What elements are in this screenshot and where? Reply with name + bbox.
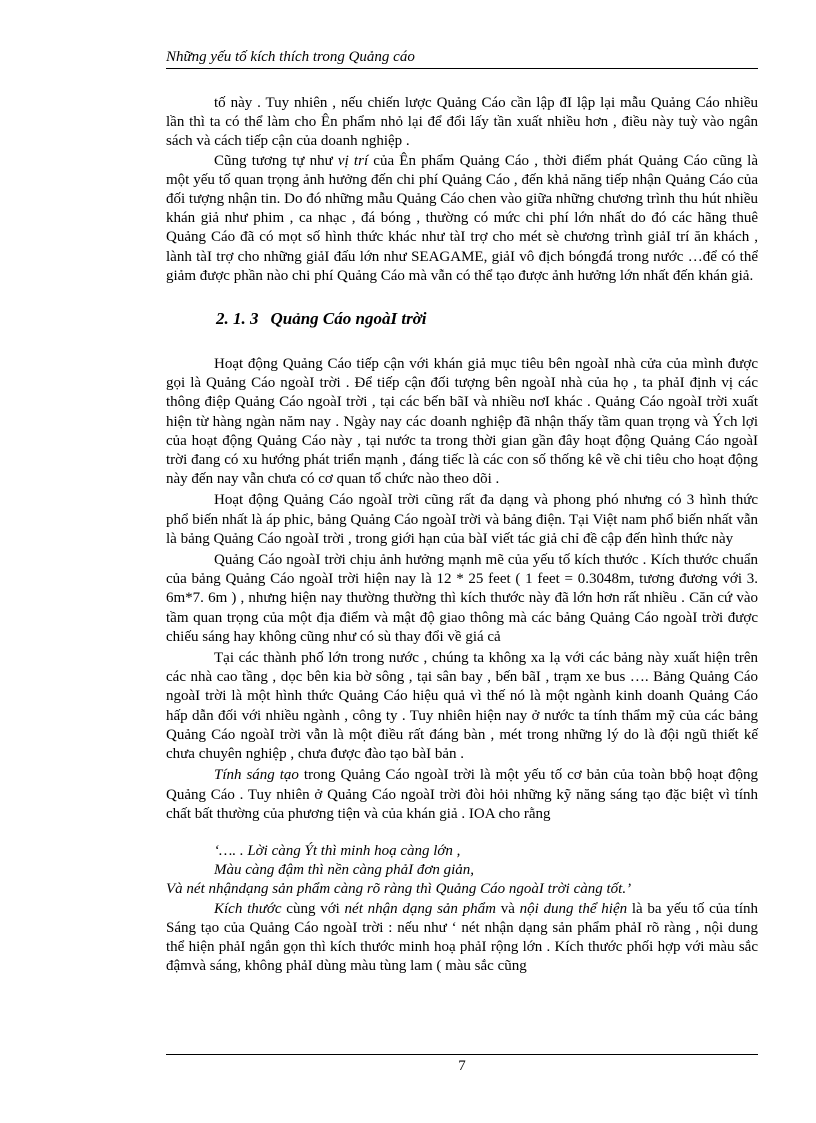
paragraph-2 bbox=[166, 152, 758, 286]
paragraph-6: Tại các thành phố lớn trong nước , chúng ta không xa lạ với các bảng này xuất hiện trên các nhà cao tầng , dọc bên kia bờ sông , tại sân bay , bến bãI , trạm xe bus …. Bảng Quảng Cáo ngoàI trời là một hình thức Quảng Cáo hiệu quả vì thế nó là một ngành kinh doanh Quảng Cáo hấp dẫn đối với nhiều ngành , công ty . Tuy nhiên hiện nay ở nước ta tính thẩm mỹ của các bảng Quảng Cáo ngoàI trời vẫn là một điều rất đáng bàn , mét trong những lý do là đội ngũ thiết kế chưa chuyên nghiệp , chưa được đào tạo bàI bản . bbox=[166, 650, 758, 763]
quote-line-3: Và nét nhậndạng sản phẩm càng rõ ràng thì Quảng Cáo ngoàI trời càng tốt.’ bbox=[166, 881, 632, 898]
paragraph-8-text-a: cùng với bbox=[281, 900, 345, 917]
quote-line-2: Màu càng đậm thì nền càng phảI đơn giản, bbox=[214, 862, 475, 879]
section-title: Quảng Cáo ngoàI trời bbox=[270, 309, 427, 329]
running-header: Những yếu tố kích thích trong Quảng cáo bbox=[166, 49, 415, 65]
paragraph-3: Hoạt động Quảng Cáo tiếp cận với khán giả mục tiêu bên ngoàI nhà cửa của mình được gọi là Quảng Cáo ngoàI trời . Để tiếp cận đối tượng bên ngoàI nhà của họ , ta phảI định vị các thông điệp Quảng Cáo ngoàI trời , tại các bến bãI và nhiều nơI khác . Quảng Cáo ngoàI trời xuất hiện từ hàng ngàn năm nay . Ngày nay các doanh nghiệp đã nhận thấy tầm quan trọng và Ých lợi của hoạt động Quảng Cáo này , tại nước ta trong thời gian gần đây hoạt động Quảng Cáo ngoàI trời đang có xu hướng phát triển mạnh , đáng tiếc là các con số thống kê về chi tiêu cho hoạt động này đến nay vẫn chưa có cơ quan tổ chức nào theo dõi . bbox=[166, 356, 758, 488]
block-quote bbox=[166, 842, 758, 900]
paragraph-5: Quảng Cáo ngoàI trời chịu ảnh hưởng mạnh mẽ của yếu tố kích thước . Kích thước chuẩn của bảng Quảng Cáo ngoàI trời hiện nay là 12 * 25 feet ( 1 feet = 0.3048m, tương đương với 3. 6m*7. 6m ) , nhưng hiện nay thường thường thì kích thước này đã lớn hơn rất nhiều . Căn cứ vào tầm quan trọng của một địa điểm và mật độ giao thông mà các bảng Quảng Cáo ngoàI trời được chiếu sáng hay không cũng như có sù thay đổi về giá cả bbox=[166, 552, 758, 645]
paragraph-8 bbox=[166, 900, 758, 977]
section-number: 2. 1. 3 bbox=[216, 309, 259, 329]
header-rule bbox=[166, 68, 758, 69]
paragraph-2-text-b: của Ên phẩm Quảng Cáo , thời điểm phát Quảng Cáo cũng là một yếu tố quan trọng ảnh hưởng đến chi phí Quảng Cáo , đến khả năng tiếp nhận Quảng Cáo của đối tượng nhận tin. Do đó những mẫu Quảng Cáo chen vào giữa những chương trình thu hút nhiều khán giả như phim , ca nhạc , đá bóng , thường có mức chi phí lớn nhất do đó các hãng thuê Quảng Cáo đã có mọt số hình thức khác như tàI trợ cho mét sè chương trình giảI trí ăn khách , lành tàI trợ cho những giảI đấu lớn như SEAGAME, giảI vô địch bóngđá trong nước …để có thể giảm được phần nào chi phí Quảng Cáo mà vẫn có thể tạo được ảnh hưởng lớn nhất đến khán giả. bbox=[166, 152, 758, 284]
page-number: 7 bbox=[458, 1058, 466, 1074]
paragraph-2-emphasis: vị trí bbox=[337, 152, 369, 169]
paragraph-4: Hoạt động Quảng Cáo ngoàI trời cũng rất đa dạng và phong phó nhưng có 3 hình thức phổ biến nhất là áp phic, bảng Quảng Cáo ngoàI trời và bảng điện. Tại Việt nam phổ biến nhất vẫn là bảng Quảng Cáo ngoàI trời , trong giới hạn của bàI viết tác giả chỉ đề cập đến hình thức này bbox=[166, 492, 758, 547]
body-text bbox=[166, 94, 758, 976]
paragraph-8-text-c: là ba yếu tố của tính Sáng tạo của Quảng Cáo ngoàI trời : nếu như ‘ nét nhận dạng sản phẩm phảI rõ ràng , nội dung thể hiện phảI ngắn gọn thì kích thước minh hoạ phảI rộng lớn . Kích thước phối hợp với màu sắc đậmvà sáng, không phảI dùng màu tùng lam ( màu sắc cũng bbox=[166, 900, 758, 975]
section-heading bbox=[166, 308, 758, 330]
paragraph-2-text-a: Cũng tương tự như bbox=[214, 152, 338, 169]
footer-rule bbox=[166, 1054, 758, 1055]
paragraph-8-text-b: và bbox=[495, 900, 520, 917]
paragraph-8-emphasis-1: Kích thước bbox=[214, 900, 282, 917]
paragraph-7-emphasis: Tính sáng tạo bbox=[214, 767, 299, 784]
paragraph-8-emphasis-3: nội dung thể hiện bbox=[519, 900, 628, 917]
quote-line-1: ‘…. . Lời càng Ýt thì minh hoạ càng lớn , bbox=[214, 842, 461, 859]
paragraph-7 bbox=[166, 766, 758, 824]
paragraph-1: tố này . Tuy nhiên , nếu chiến lược Quảng Cáo cần lập đI lập lại mẫu Quảng Cáo nhiều lần thì ta có thể làm cho Ên phẩm nhỏ lại để đổi lấy tần xuất nhiều hơn , điều này tuỳ vào ngân sách và cách tiếp cận của doanh nghiệp . bbox=[166, 95, 758, 150]
paragraph-7-text: trong Quảng Cáo ngoàI trời là một yếu tố cơ bản của toàn bbộ hoạt động Quảng Cáo . Tuy nhiên ở Quảng Cáo ngoàI trời đòi hỏi những kỹ năng sáng tạo đặc biệt vì tính chất bất thường của phương tiện và của khán giả . IOA cho rằng bbox=[166, 767, 759, 822]
paragraph-8-emphasis-2: nét nhận dạng sản phẩm bbox=[344, 900, 496, 917]
